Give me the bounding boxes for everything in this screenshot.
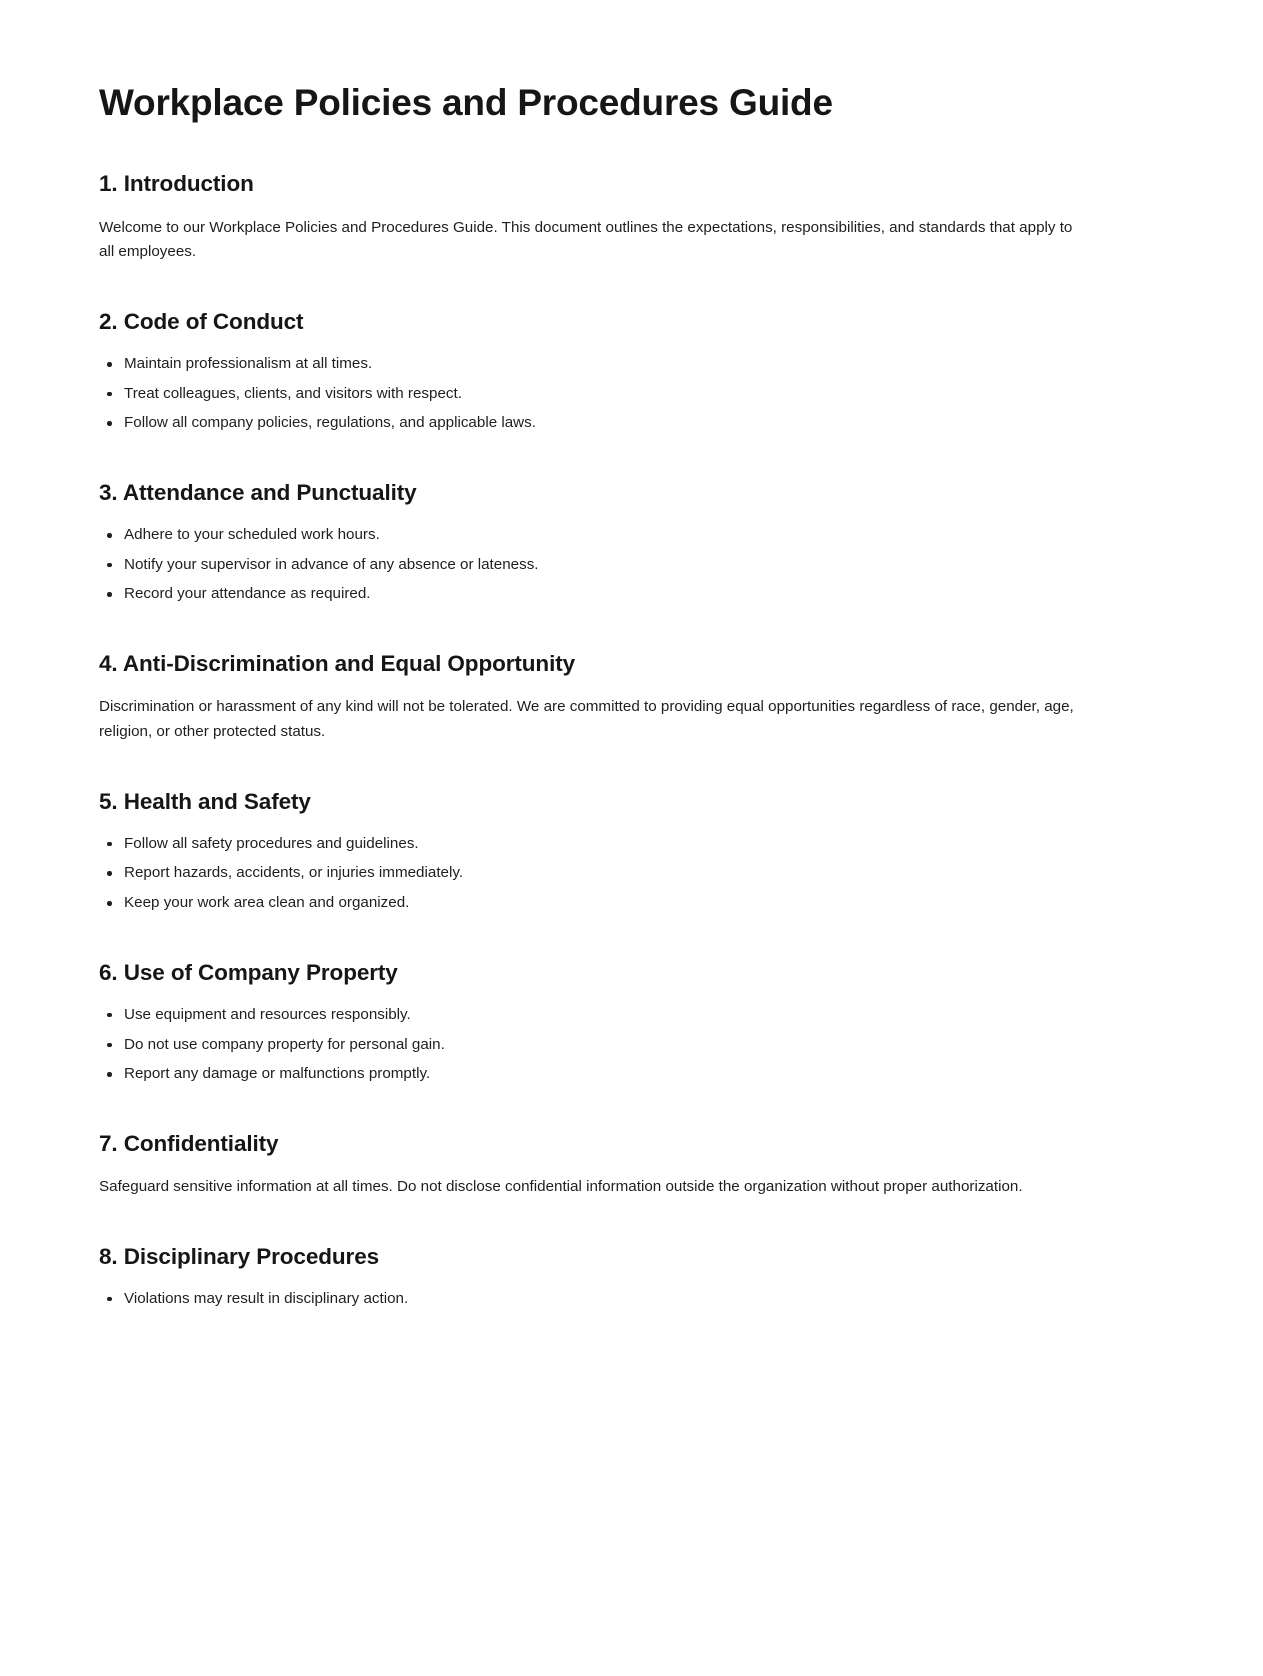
section-health-and-safety <box>99 787 1079 916</box>
section-heading: 2. Code of Conduct <box>99 308 304 334</box>
list-item: Notify your supervisor in advance of any absence or lateness. <box>99 553 1079 578</box>
list-item: Do not use company property for personal gain. <box>99 1033 1079 1058</box>
bullet-list <box>99 523 1079 607</box>
section-paragraph: Welcome to our Workplace Policies and Procedures Guide. This document outlines the expectations, responsibilities, and standards that apply to all employees. <box>99 218 1073 261</box>
list-item: Use equipment and resources responsibly. <box>99 1003 1079 1028</box>
section-anti-discrimination-and-equal-opportunity <box>99 649 1079 745</box>
section-disciplinary-procedures <box>99 1242 1079 1312</box>
section-introduction <box>99 169 1079 265</box>
list-item: Adhere to your scheduled work hours. <box>99 523 1079 548</box>
section-heading: 3. Attendance and Punctuality <box>99 479 417 505</box>
list-item: Report hazards, accidents, or injuries immediately. <box>99 861 1079 886</box>
section-heading: 8. Disciplinary Procedures <box>99 1243 380 1269</box>
section-attendance-and-punctuality <box>99 478 1079 607</box>
section-heading: 6. Use of Company Property <box>99 959 398 985</box>
list-item: Follow all company policies, regulations, and applicable laws. <box>99 411 1079 436</box>
section-confidentiality <box>99 1129 1079 1200</box>
section-heading: 4. Anti-Discrimination and Equal Opportunity <box>99 651 576 676</box>
document-content <box>99 80 1079 1307</box>
section-use-of-company-property <box>99 958 1079 1087</box>
clipped-list-item: Violations may result in disciplinary action. <box>99 1287 1079 1312</box>
section-heading: 1. Introduction <box>99 171 254 197</box>
list-item: Follow all safety procedures and guidelines. <box>99 832 1079 857</box>
list-item: Report any damage or malfunctions promptly. <box>99 1062 1079 1087</box>
section-paragraph: Safeguard sensitive information at all times. Do not disclose confidential information outside the organization without proper authorization. <box>99 1178 1023 1195</box>
list-item: Treat colleagues, clients, and visitors with respect. <box>99 382 1079 407</box>
list-item: Maintain professionalism at all times. <box>99 352 1079 377</box>
section-heading: 5. Health and Safety <box>99 788 311 814</box>
section-heading: 7. Confidentiality <box>99 1130 279 1156</box>
bullet-list <box>99 352 1079 436</box>
section-paragraph: Discrimination or harassment of any kind will not be tolerated. We are committed to providing equal opportunities regardless of race, gender, age, religion, or other protected status. <box>99 698 1074 740</box>
list-item: Record your attendance as required. <box>99 582 1079 607</box>
list-item: Keep your work area clean and organized. <box>99 891 1079 916</box>
bullet-list <box>99 1003 1079 1087</box>
bullet-list <box>99 832 1079 916</box>
section-code-of-conduct <box>99 307 1079 436</box>
page-title: Workplace Policies and Procedures Guide <box>99 82 833 123</box>
